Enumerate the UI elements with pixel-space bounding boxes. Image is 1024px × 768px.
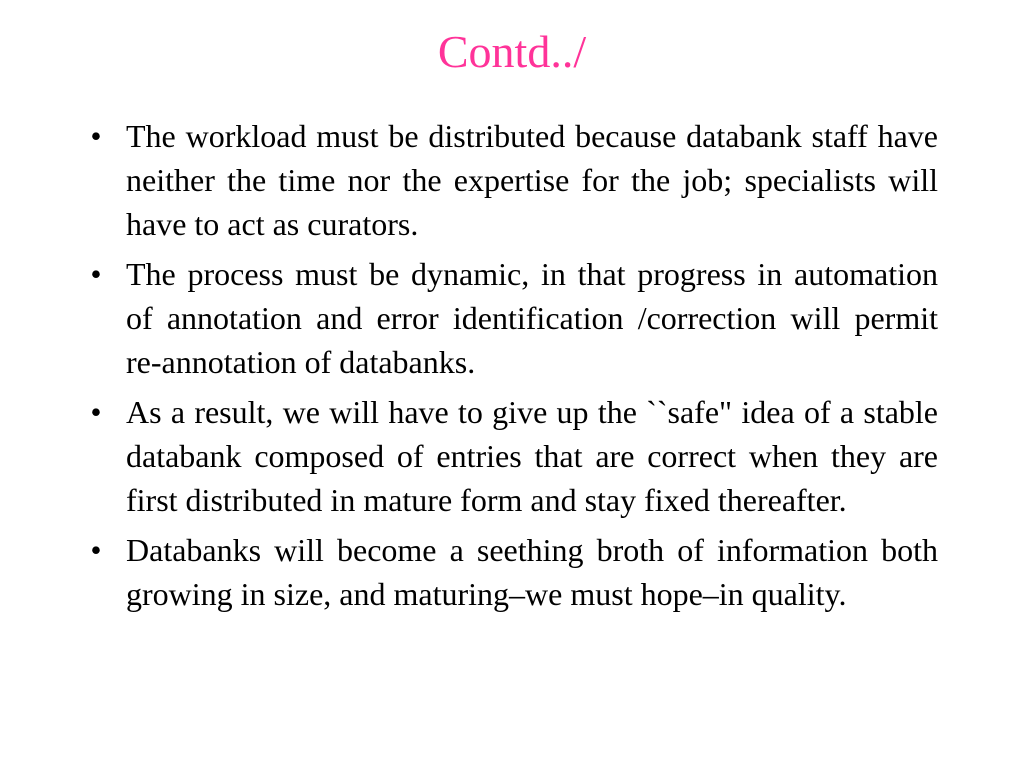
bullet-icon: • bbox=[90, 256, 102, 292]
bullet-item bbox=[86, 252, 938, 384]
bullet-item bbox=[86, 114, 938, 246]
bullet-item bbox=[86, 528, 938, 616]
bullet-item bbox=[86, 390, 938, 522]
bullet-text: Databanks will become a seething broth of information both growing in size, and maturing–we must hope–in quality. bbox=[126, 532, 938, 612]
bullet-icon: • bbox=[90, 118, 102, 154]
bullet-icon: • bbox=[90, 394, 102, 430]
bullet-list bbox=[86, 114, 938, 622]
bullet-text: As a result, we will have to give up the ``safe" idea of a stable databank composed of entries that are correct when they are first distributed in mature form and stay fixed thereafter. bbox=[126, 394, 938, 518]
bullet-text: The workload must be distributed because databank staff have neither the time nor the expertise for the job; specialists will have to act as curators. bbox=[126, 118, 938, 242]
bullet-icon: • bbox=[90, 532, 102, 568]
bullet-text: The process must be dynamic, in that progress in automation of annotation and error identification /correction will permit re-annotation of databanks. bbox=[126, 256, 938, 380]
slide-title: Contd../ bbox=[437, 26, 587, 77]
